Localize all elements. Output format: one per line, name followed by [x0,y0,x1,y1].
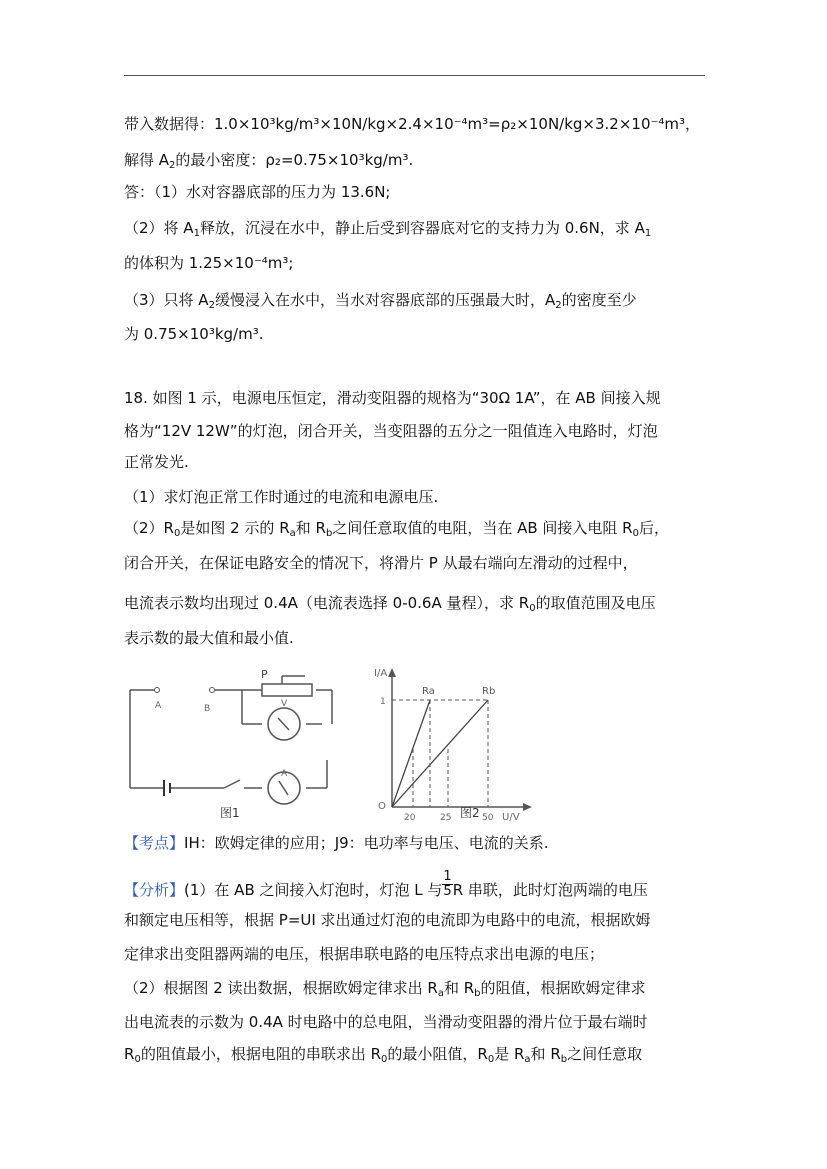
analysis-line-1: 【分析】(1）在 AB 之间接入灯泡时，灯泡 L 与 $\frac{1}{5}$ R 串联，此时灯泡两端的电压 [124,869,648,899]
figure-2-graph [362,664,542,822]
figure-1-caption: 图1 [220,806,240,820]
analysis-tag: 【分析】 [124,881,185,899]
kaodian-line: 【考点】IH：欧姆定律的应用；J9：电功率与电压、电流的关系. [124,834,549,852]
fraction-one-fifth: $\frac{1}{5}$ [443,869,452,899]
x-axis-label: U/V [502,812,520,822]
text-line-6: （3）只将 $A_2$缓慢浸入在水中，当水对容器底部的压强最大时，$A_2$的密度至少 [124,291,637,311]
y-axis-label: I/A [374,668,388,679]
figure-1-circuit [122,664,352,822]
question-line-4: （1）求灯泡正常工作时通过的电流和电源电压. [124,488,439,506]
text-line-3: 答：（1）水对容器底部的压力为 13.6N; [124,183,391,201]
text-line-1: 带入数据得：1.0×10³kg/m³×10N/kg×2.4×10⁻⁴m³=ρ₂×10N/kg×3.2×10⁻⁴m³， [124,115,701,133]
question-line-1: 18. 如图 1 示，电源电压恒定，滑动变阻器的规格为“30Ω 1A”，在 AB 间接入规 [124,389,661,407]
analysis-line-4: （2）根据图 2 读出数据，根据欧姆定律求出 $R_a$和 $R_b$的阻值，根据欧姆定律求 [124,979,646,999]
analysis-line-6: $R_0$的阻值最小，根据电阻的串联求出 $R_0$的最小阻值，$R_0$是 $R_a$和 $R_b$之间任意取 [124,1045,643,1065]
x-tick-label-1: 20 [404,813,416,822]
question-line-8: 表示数的最大值和最小值. [124,629,294,647]
text-line-2: 解得 $A_2$的最小密度：ρ₂=0.75×10³kg/m³. [124,151,414,171]
text-line-4: （2）将 $A_1$释放，沉浸在水中，静止后受到容器底对它的支持力为 0.6N，求 $A_1$ [124,219,652,239]
ammeter-label: A [281,769,288,779]
slider-label: P [261,668,268,681]
ra-label: Ra [422,686,435,697]
voltmeter-label: V [281,699,288,709]
terminal-b [210,688,215,693]
y-tick-label: 1 [380,697,386,707]
question-line-6: 闭合开关，在保证电路安全的情况下，将滑片 P 从最右端向左滑动的过程中， [124,554,638,572]
analysis-line-2: 和额定电压相等，根据 P=UI 求出通过灯泡的电流即为电路中的电流，根据欧姆 [124,911,651,929]
text-line-5: 的体积为 1.25×10⁻⁴m³; [124,254,294,272]
header-rule [124,75,705,76]
question-line-5: $(2)R_0$是如图 2 示的 $R_a$和 $R_b$之间任意取值的电阻，当在 AB 间接入电阻 $R_0$后， [124,519,669,539]
analysis-line-5: 出电流表的示数为 0.4A 时电路中的总电阻，当滑动变阻器的滑片位于最右端时 [124,1013,648,1031]
question-line-2: 格为“12V 12W”的灯泡，闭合开关，当变阻器的五分之一阻值连入电路时，灯泡 [124,422,658,440]
terminal-a-label: A [155,701,162,711]
terminal-b-label: B [204,704,211,714]
graph-lines [392,700,488,807]
figure-2-caption: 图2 [460,806,480,820]
text-line-7: 为 0.75×10³kg/m³. [124,325,264,343]
question-line-3: 正常发光. [124,453,189,471]
rb-label: Rb [482,686,496,697]
x-tick-label-2: 25 [440,813,452,822]
terminal-a [155,688,160,693]
line-ra [392,700,430,807]
origin-label: O [378,801,386,812]
kaodian-tag: 【考点】 [124,834,185,852]
analysis-line-3: 定律求出变阻器两端的电压，根据串联电路的电压特点求出电源的电压； [124,945,605,963]
x-tick-label-3: 50 [482,813,494,822]
question-line-7: 电流表示数均出现过 0.4A（电流表选择 0-0.6A 量程），求 $R_0$的取值范围及电压 [124,594,656,614]
line-rb [392,700,488,807]
